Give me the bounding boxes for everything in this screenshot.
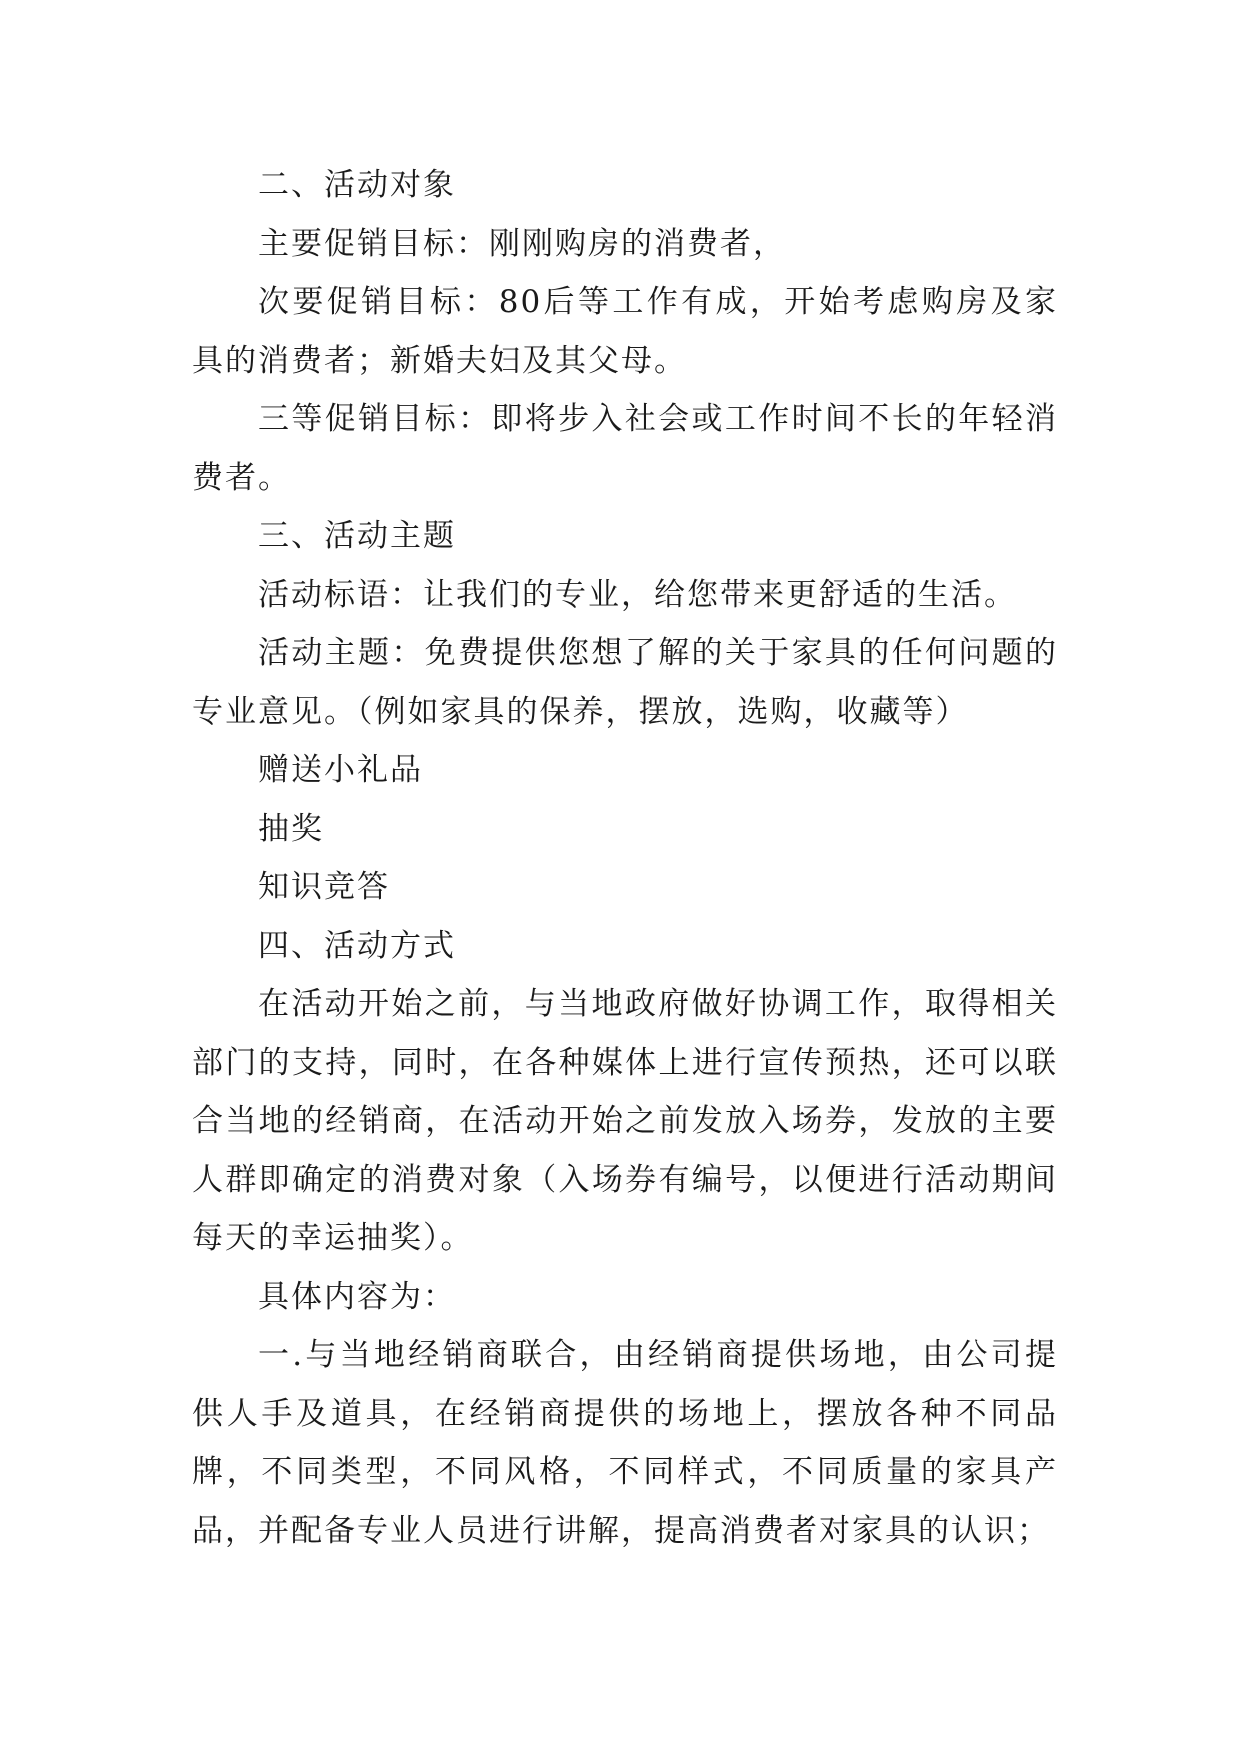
section-heading-activity-theme: 三、活动主题 <box>258 518 456 554</box>
paragraph-details-intro: 具体内容为： <box>258 1278 456 1315</box>
document-body <box>192 156 1058 1560</box>
section-heading-activity-method: 四、活动方式 <box>258 927 456 964</box>
paragraph-theme: 活动主题：免费提供您想了解的关于家具的任何问题的专业意见。（例如家具的保养，摆放，选购，收藏等） <box>192 635 1058 730</box>
paragraph-primary-target: 主要促销目标：刚刚购房的消费者， <box>258 225 786 262</box>
paragraph-detail-one: 一.与当地经销商联合，由经销商提供场地，由公司提供人手及道具，在经销商提供的场地上，摆放各种不同品牌，不同类型，不同风格，不同样式，不同质量的家具产品，并配备专业人员进行讲解，提高消费者对家具的认识； <box>192 1337 1058 1549</box>
list-item-gifts: 赠送小礼品 <box>258 752 423 788</box>
paragraph-method: 在活动开始之前，与当地政府做好协调工作，取得相关部门的支持，同时，在各种媒体上进行宣传预热，还可以联合当地的经销商，在活动开始之前发放入场券，发放的主要人群即确定的消费对象（入场券有编号，以便进行活动期间每天的幸运抽奖）。 <box>192 986 1058 1256</box>
section-heading-activity-target: 二、活动对象 <box>258 167 456 203</box>
paragraph-slogan: 活动标语：让我们的专业，给您带来更舒适的生活。 <box>258 576 1017 613</box>
paragraph-secondary-target: 次要促销目标：80后等工作有成，开始考虑购房及家具的消费者；新婚夫妇及其父母。 <box>192 284 1058 379</box>
paragraph-tertiary-target: 三等促销目标：即将步入社会或工作时间不长的年轻消费者。 <box>192 401 1058 496</box>
list-item-quiz: 知识竞答 <box>258 869 390 905</box>
list-item-lottery: 抽奖 <box>258 810 324 847</box>
